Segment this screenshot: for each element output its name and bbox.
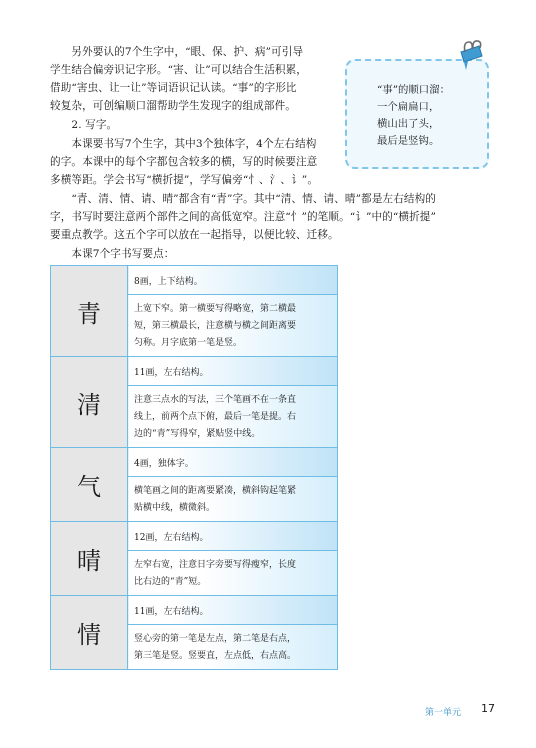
writing-tip	[128, 295, 338, 357]
character-cell: 青	[51, 266, 128, 357]
writing-tip	[128, 477, 338, 522]
tip-line: 线上，前两个点下俯，最后一笔是提。右	[134, 412, 297, 422]
stroke-info: 11画，左右结构。	[128, 596, 338, 625]
character-cell: 气	[51, 448, 128, 522]
table-row	[51, 596, 338, 625]
section-heading-writing: 2. 写字。	[50, 119, 118, 131]
unit-label: 第一单元	[425, 708, 462, 718]
note-line: 横山出了头，	[377, 118, 440, 130]
text-line: 学生结合偏旁识记字形。“害、让”可以结合生活积累，	[50, 64, 307, 76]
text-line: 的字。本课中的每个字都包含较多的横，写的时候要注意	[50, 156, 318, 168]
table-row	[51, 357, 338, 386]
page-number: 17	[481, 702, 495, 715]
binder-clip-icon	[455, 40, 485, 72]
text-line: 要重点教学。这五个字可以放在一起指导，以便比较、迁移。	[50, 229, 339, 241]
character-writing-table	[50, 265, 338, 670]
character-cell: 清	[51, 357, 128, 448]
tip-line: 边的“青”写得窄，紧贴竖中线。	[134, 429, 261, 439]
writing-tip	[128, 551, 338, 596]
table-row	[51, 266, 338, 295]
text-line: 本课要书写7个生字，其中3个独体字，4个左右结构	[50, 138, 317, 150]
stroke-info: 4画，独体字。	[128, 448, 338, 477]
table-row	[51, 522, 338, 551]
tip-line: 匀称。月字底第一笔是竖。	[134, 338, 243, 348]
tip-line: 注意三点水的写法，三个笔画不在一条直	[134, 395, 297, 405]
table-row	[51, 448, 338, 477]
note-line: 最后是竖钩。	[377, 135, 440, 147]
character-cell: 晴	[51, 522, 128, 596]
stroke-info: 12画，左右结构。	[128, 522, 338, 551]
tip-line: 第三笔是竖。竖要直，左点低，右点高。	[134, 651, 297, 661]
table-intro: 本课7个字书写要点：	[50, 248, 175, 260]
writing-tip	[128, 386, 338, 448]
tip-line: 比右边的“青”短。	[134, 577, 207, 587]
character-cell: 情	[51, 596, 128, 670]
tip-line: 短，第三横最长，注意横与横之间距离要	[134, 321, 297, 331]
note-line: 一个扁扁口，	[377, 101, 440, 113]
text-line: 借助“害虫、让一让”等词语识记认读。“事”的字形比	[50, 82, 297, 94]
note-line: “事”的顺口溜：	[377, 84, 450, 96]
stroke-info: 11画，左右结构。	[128, 357, 338, 386]
tip-line: 左窄右宽，注意日字旁要写得瘦窄，长度	[134, 560, 297, 570]
tip-line: 贴横中线，横微斜。	[134, 503, 216, 513]
tip-line: 上宽下窄。第一横要写得略宽，第二横最	[134, 304, 297, 314]
rhyme-note-box	[345, 59, 489, 169]
text-line: 多横等距。学会书写“横折提”，学写偏旁“忄、氵、讠”。	[50, 174, 319, 186]
tip-line: 横笔画之间的距离要紧凑，横斜钩起笔紧	[134, 486, 297, 496]
text-line: “青、清、情、请、晴”都含有“青”字。其中“清、情、请、晴”都是左右结构的	[50, 193, 436, 205]
text-line: 较复杂，可创编顺口溜帮助学生发现字的组成部件。	[50, 100, 296, 112]
stroke-info: 8画，上下结构。	[128, 266, 338, 295]
writing-tip	[128, 625, 338, 670]
tip-line: 竖心旁的第一笔是左点，第二笔是右点，	[134, 634, 297, 644]
text-line: 另外要认的7个生字中，“眼、保、护、病”可引导	[50, 46, 304, 58]
text-line: 字，书写时要注意两个部件之间的高低宽窄。注意“忄”的笔顺。“讠”中的“横折提”	[50, 211, 436, 223]
